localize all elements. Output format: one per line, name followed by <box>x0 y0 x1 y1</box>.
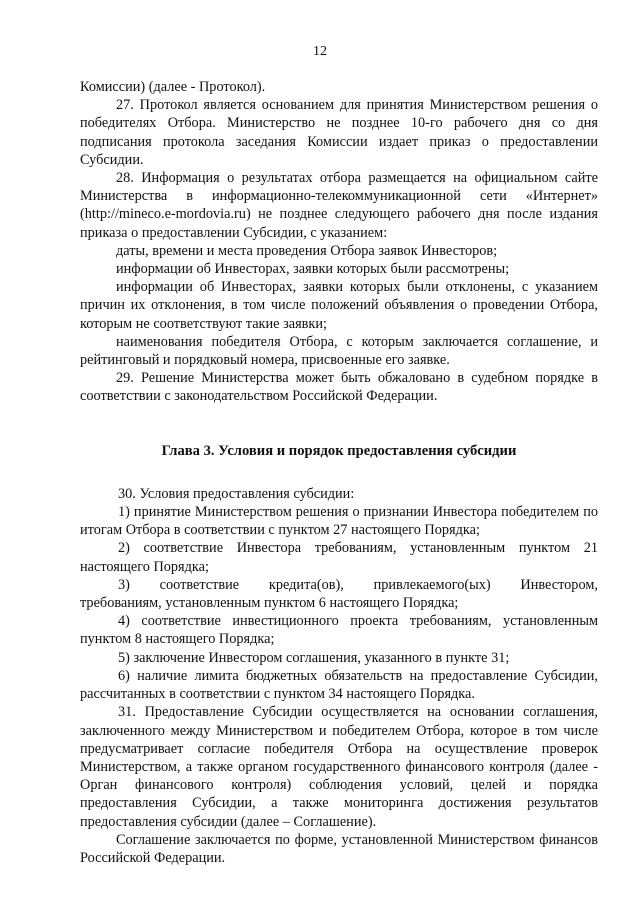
paragraph-30-item-1: 1) принятие Министерством решения о признании Инвестора победителем по итогам Отбора в соответствии с пунктом 27 настоящего Порядка; <box>80 504 598 539</box>
paragraph-30-item-3-first-line <box>80 576 598 594</box>
item-3-word: кредита(ов), <box>268 576 344 593</box>
item-3-word: Инвестором, <box>520 576 598 593</box>
paragraph-28-item-reviewed: информации об Инвесторах, заявки которых были рассмотрены; <box>116 261 510 278</box>
paragraph-commission-continuation: Комиссии) (далее - Протокол). <box>80 79 266 95</box>
paragraph-31: 31. Предоставление Субсидии осуществляется на основании соглашения, заключенного между Министерством и победителем Отбора, которое в том числе предусматривает согласие победителя Отбора на осуществление проверок Министерством, а также органом государственного финансового контроля (далее - Орган финансового контроля) соблюдения условий, целей и порядка предоставления Субсидии, а также мониторинга достижения результатов предоставления субсидии (далее – Соглашение). <box>80 704 598 830</box>
item-3-word: 3) <box>118 576 130 593</box>
paragraph-28-item-winner: наименования победителя Отбора, с которым заключается соглашение, и рейтинговый и порядковый номера, присвоенные его заявке. <box>80 333 598 369</box>
paragraph-30: 30. Условия предоставления субсидии: <box>118 485 355 502</box>
item-3-word: привлекаемого(ых) <box>373 576 491 593</box>
chapter-3-heading: Глава 3. Условия и порядок предоставления субсидии <box>161 442 517 459</box>
paragraph-28: 28. Информация о результатах отбора размещается на официальном сайте Министерства в информационно-телекоммуникационной сети «Интернет» (http://mineco.e-mordovia.ru) не позднее следующего рабочего дня после издания приказа о предоставлении Субсидии, с указанием: <box>80 170 598 241</box>
paragraph-28-item-dates: даты, времени и места проведения Отбора заявок Инвесторов; <box>116 242 498 259</box>
page-number: 12 <box>313 44 327 59</box>
item-3-word: соответствие <box>159 576 240 593</box>
paragraph-31-agreement-form: Соглашение заключается по форме, установленной Министерством финансов Российской Федерации. <box>80 831 598 866</box>
paragraph-30-item-4: 4) соответствие инвестиционного проекта требованиям, установленным пунктом 8 настоящего Порядка; <box>80 613 598 648</box>
paragraph-30-item-3-continuation: требованиям, установленным пунктом 6 настоящего Порядка; <box>80 595 459 612</box>
paragraph-29: 29. Решение Министерства может быть обжаловано в судебном порядке в соответствии с законодательством Российской Федерации. <box>80 370 598 405</box>
document-body <box>80 78 598 867</box>
paragraph-30-item-5: 5) заключение Инвестором соглашения, указанного в пункте 31; <box>118 649 510 666</box>
paragraph-27: 27. Протокол является основанием для принятия Министерством решения о победителях Отбора. Министерство не позднее 10-го рабочего дня со дня подписания протокола заседания Комиссии издает приказ о предоставлении Субсидии. <box>80 97 598 168</box>
paragraph-30-item-2: 2) соответствие Инвестора требованиям, установленным пунктом 21 настоящего Порядка; <box>80 540 598 575</box>
paragraph-30-item-6: 6) наличие лимита бюджетных обязательств на предоставление Субсидии, рассчитанных в соответствии с пунктом 34 настоящего Порядка. <box>80 667 598 703</box>
paragraph-28-item-rejected: информации об Инвесторах, заявки которых были отклонены, с указанием причин их отклонения, в том числе положений объявления о проведении Отбора, которым не соответствуют такие заявки; <box>80 279 598 332</box>
